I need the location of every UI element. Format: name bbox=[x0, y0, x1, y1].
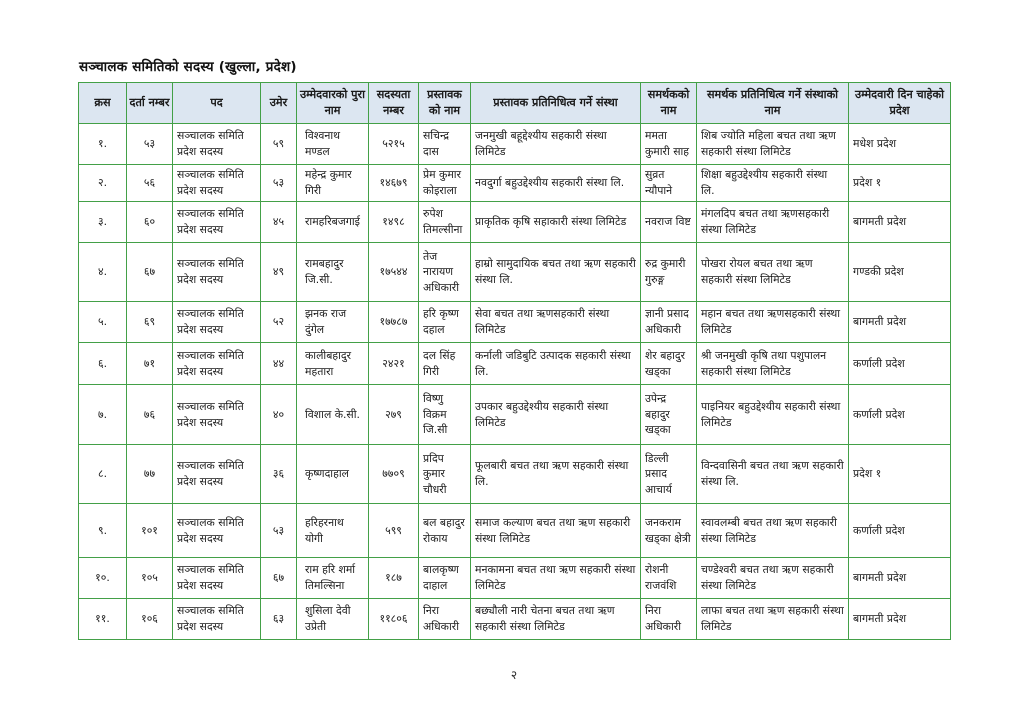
table-cell: बालकृष्ण दाहाल bbox=[419, 558, 471, 599]
table-cell: कर्णाली प्रदेश bbox=[849, 385, 951, 445]
table-cell: ५३ bbox=[261, 165, 297, 202]
table-cell: २७९ bbox=[369, 385, 419, 445]
table-body bbox=[79, 124, 951, 640]
table-cell: ५३ bbox=[127, 124, 173, 165]
table-cell: सञ्चालक समिति प्रदेश सदस्य bbox=[173, 558, 261, 599]
table-cell: सेवा बचत तथा ऋणसहकारी संस्था लिमिटेड bbox=[471, 302, 641, 343]
table-cell: महेन्द्र कुमार गिरी bbox=[297, 165, 369, 202]
table-cell: बछ्यौली नारी चेतना बचत तथा ऋण सहकारी संस्था लिमिटेड bbox=[471, 599, 641, 640]
table-cell: १०६ bbox=[127, 599, 173, 640]
table-cell: ७६ bbox=[127, 385, 173, 445]
table-cell: ६० bbox=[127, 202, 173, 243]
table-cell: मनकामना बचत तथा ऋण सहकारी संस्था लिमिटेड bbox=[471, 558, 641, 599]
table-cell: सचिन्द्र दास bbox=[419, 124, 471, 165]
table-cell: ४४ bbox=[261, 343, 297, 385]
table-cell: ५९ bbox=[261, 124, 297, 165]
table-cell: पोखरा रोयल बचत तथा ऋण सहकारी संस्था लिमिटेड bbox=[697, 243, 849, 302]
table-cell: ४९ bbox=[261, 243, 297, 302]
table-cell: मंगलदिप बचत तथा ऋणसहकारी संस्था लिमिटेड bbox=[697, 202, 849, 243]
table-row bbox=[79, 599, 951, 640]
table-cell: ५३ bbox=[261, 504, 297, 558]
table-cell: कालीबहादुर महतारा bbox=[297, 343, 369, 385]
table-row bbox=[79, 202, 951, 243]
table-cell: ५. bbox=[79, 302, 127, 343]
table-cell: ६३ bbox=[261, 599, 297, 640]
table-cell: ३६ bbox=[261, 445, 297, 504]
table-cell: ९. bbox=[79, 504, 127, 558]
table-cell: ७७ bbox=[127, 445, 173, 504]
table-cell: ५९९ bbox=[369, 504, 419, 558]
table-row bbox=[79, 343, 951, 385]
column-header: दर्ता नम्बर bbox=[127, 83, 173, 124]
document-title: सञ्चालक समितिको सदस्य (खुल्ला, प्रदेश) bbox=[79, 59, 297, 75]
table-cell: १०. bbox=[79, 558, 127, 599]
table-cell: ७७०९ bbox=[369, 445, 419, 504]
column-header: उमेर bbox=[261, 83, 297, 124]
table-cell: बागमती प्रदेश bbox=[849, 202, 951, 243]
table-cell: शिक्षा बहुउद्देश्यीय सहकारी संस्था लि. bbox=[697, 165, 849, 202]
table-cell: समाज कल्याण बचत तथा ऋण सहकारी संस्था लिमिटेड bbox=[471, 504, 641, 558]
table-cell: सञ्चालक समिति प्रदेश सदस्य bbox=[173, 599, 261, 640]
table-cell: प्रेम कुमार कोइराला bbox=[419, 165, 471, 202]
table-cell: ८. bbox=[79, 445, 127, 504]
table-row bbox=[79, 558, 951, 599]
table-cell: जनकराम खड्का क्षेत्री bbox=[641, 504, 697, 558]
table-cell: शुसिला देवी उप्रेती bbox=[297, 599, 369, 640]
table-cell: शिब ज्योति महिला बचत तथा ऋण सहकारी संस्था लिमिटेड bbox=[697, 124, 849, 165]
table-cell: २४२१ bbox=[369, 343, 419, 385]
table-cell: ११. bbox=[79, 599, 127, 640]
table-cell: सञ्चालक समिति प्रदेश सदस्य bbox=[173, 302, 261, 343]
table-cell: विष्णु विक्रम जि.सी bbox=[419, 385, 471, 445]
table-cell: २. bbox=[79, 165, 127, 202]
table-cell: कर्णाली प्रदेश bbox=[849, 343, 951, 385]
table-cell: सञ्चालक समिति प्रदेश सदस्य bbox=[173, 165, 261, 202]
table-cell: ममता कुमारी साह bbox=[641, 124, 697, 165]
table-cell: ३. bbox=[79, 202, 127, 243]
table-cell: झनक राज दुंगेल bbox=[297, 302, 369, 343]
table-cell: हाम्रो सामुदायिक बचत तथा ऋण सहकारी संस्था लि. bbox=[471, 243, 641, 302]
table-cell: १७५४४ bbox=[369, 243, 419, 302]
table-cell: ६९ bbox=[127, 302, 173, 343]
table-cell: सञ्चालक समिति प्रदेश सदस्य bbox=[173, 202, 261, 243]
table-cell: बागमती प्रदेश bbox=[849, 599, 951, 640]
table-cell: रामहरिबजगाई bbox=[297, 202, 369, 243]
table-cell: सञ्चालक समिति प्रदेश सदस्य bbox=[173, 504, 261, 558]
table-cell: सञ्चालक समिति प्रदेश सदस्य bbox=[173, 445, 261, 504]
table-cell: उपकार बहुउद्देश्यीय सहकारी संस्था लिमिटेड bbox=[471, 385, 641, 445]
table-cell: तेज नारायण अधिकारी bbox=[419, 243, 471, 302]
table-row bbox=[79, 165, 951, 202]
table-cell: कृष्णदाहाल bbox=[297, 445, 369, 504]
table-cell: ७१ bbox=[127, 343, 173, 385]
table-cell: विन्दवासिनी बचत तथा ऋण सहकारी संस्था लि. bbox=[697, 445, 849, 504]
column-header: सदस्यता नम्बर bbox=[369, 83, 419, 124]
table-cell: बागमती प्रदेश bbox=[849, 558, 951, 599]
table-cell: रुपेश तिमल्सीना bbox=[419, 202, 471, 243]
table-cell: ४. bbox=[79, 243, 127, 302]
table-cell: प्रदिप कुमार चौधरी bbox=[419, 445, 471, 504]
table-cell: ६. bbox=[79, 343, 127, 385]
table-cell: श्री जनमुखी कृषि तथा पशुपालन सहकारी संस्था लिमिटेड bbox=[697, 343, 849, 385]
table-cell: डिल्ली प्रसाद आचार्य bbox=[641, 445, 697, 504]
table-cell: पाइनियर बहुउद्देश्यीय सहकारी संस्था लिमिटेड bbox=[697, 385, 849, 445]
column-header: उम्मेदवारी दिन चाहेको प्रदेश bbox=[849, 83, 951, 124]
table-cell: सञ्चालक समिति प्रदेश सदस्य bbox=[173, 343, 261, 385]
table-row bbox=[79, 445, 951, 504]
column-header: पद bbox=[173, 83, 261, 124]
table-cell: शेर बहादुर खड्का bbox=[641, 343, 697, 385]
table-row bbox=[79, 243, 951, 302]
members-table bbox=[78, 82, 951, 640]
table-cell: ४० bbox=[261, 385, 297, 445]
table-cell: सञ्चालक समिति प्रदेश सदस्य bbox=[173, 243, 261, 302]
table-row bbox=[79, 385, 951, 445]
column-header: प्रस्तावक को नाम bbox=[419, 83, 471, 124]
column-header: प्रस्तावक प्रतिनिधित्व गर्ने संस्था bbox=[471, 83, 641, 124]
table-cell: प्रदेश १ bbox=[849, 445, 951, 504]
table-row bbox=[79, 302, 951, 343]
table-cell: प्राकृतिक कृषि सहाकारी संस्था लिमिटेड bbox=[471, 202, 641, 243]
table-cell: विश्वनाथ मण्डल bbox=[297, 124, 369, 165]
table-cell: हरि कृष्ण दहाल bbox=[419, 302, 471, 343]
table-cell: सञ्चालक समिति प्रदेश सदस्य bbox=[173, 385, 261, 445]
table-cell: रुद्र कुमारी गुरुङ्ग bbox=[641, 243, 697, 302]
table-cell: १०५ bbox=[127, 558, 173, 599]
table-cell: १४६७९ bbox=[369, 165, 419, 202]
column-header: उम्मेदवारको पुरा नाम bbox=[297, 83, 369, 124]
table-cell: गण्डकी प्रदेश bbox=[849, 243, 951, 302]
table-row bbox=[79, 124, 951, 165]
table-cell: प्रदेश १ bbox=[849, 165, 951, 202]
table-cell: दल सिंह गिरी bbox=[419, 343, 471, 385]
table-cell: ११८०६ bbox=[369, 599, 419, 640]
table-cell: उपेन्द्र बहादुर खड्का bbox=[641, 385, 697, 445]
table-cell: लाफा बचत तथा ऋण सहकारी संस्था लिमिटेड bbox=[697, 599, 849, 640]
table-cell: राम हरि शर्मा तिमल्सिना bbox=[297, 558, 369, 599]
table-cell: बल बहादुर रोकाय bbox=[419, 504, 471, 558]
table-cell: कर्नाली जडिबुटि उत्पादक सहकारी संस्था लि. bbox=[471, 343, 641, 385]
table-cell: नवराज विष्ट bbox=[641, 202, 697, 243]
table-cell: महान बचत तथा ऋणसहकारी संस्था लिमिटेड bbox=[697, 302, 849, 343]
table-cell: ७. bbox=[79, 385, 127, 445]
table-cell: फूलबारी बचत तथा ऋण सहकारी संस्था लि. bbox=[471, 445, 641, 504]
table-cell: सञ्चालक समिति प्रदेश सदस्य bbox=[173, 124, 261, 165]
table-cell: रामबहादुर जि.सी. bbox=[297, 243, 369, 302]
table-cell: जनमुखी बहूद्देश्यीय सहकारी संस्था लिमिटेड bbox=[471, 124, 641, 165]
table-cell: निरा अधिकारी bbox=[641, 599, 697, 640]
table-row bbox=[79, 504, 951, 558]
table-cell: हरिहरनाथ योगी bbox=[297, 504, 369, 558]
table-cell: विशाल के.सी. bbox=[297, 385, 369, 445]
table-cell: १८७ bbox=[369, 558, 419, 599]
table-cell: कर्णाली प्रदेश bbox=[849, 504, 951, 558]
table-cell: १७७८७ bbox=[369, 302, 419, 343]
column-header: क्रस bbox=[79, 83, 127, 124]
table-cell: मधेश प्रदेश bbox=[849, 124, 951, 165]
table-cell: रोशनी राजवंशि bbox=[641, 558, 697, 599]
table-cell: निरा अधिकारी bbox=[419, 599, 471, 640]
table-cell: १. bbox=[79, 124, 127, 165]
table-cell: नवदुर्गा बहुउद्देश्यीय सहकारी संस्था लि. bbox=[471, 165, 641, 202]
table-cell: ६७ bbox=[261, 558, 297, 599]
table-cell: ४५ bbox=[261, 202, 297, 243]
table-cell: ज्ञानी प्रसाद अधिकारी bbox=[641, 302, 697, 343]
table-cell: ६७ bbox=[127, 243, 173, 302]
table-cell: १४९८ bbox=[369, 202, 419, 243]
table-cell: चण्डेश्वरी बचत तथा ऋण सहकारी संस्था लिमिटेड bbox=[697, 558, 849, 599]
column-header: समर्थकको नाम bbox=[641, 83, 697, 124]
table-header-row bbox=[79, 83, 951, 124]
page-number: २ bbox=[510, 668, 518, 682]
table-cell: ५६ bbox=[127, 165, 173, 202]
column-header: समर्थक प्रतिनिधित्व गर्ने संस्थाको नाम bbox=[697, 83, 849, 124]
table-cell: ५२१५ bbox=[369, 124, 419, 165]
table-cell: ५२ bbox=[261, 302, 297, 343]
table-cell: स्वावलम्बी बचत तथा ऋण सहकारी संस्था लिमिटेड bbox=[697, 504, 849, 558]
table-cell: बागमती प्रदेश bbox=[849, 302, 951, 343]
table-cell: सुव्रत न्यौपाने bbox=[641, 165, 697, 202]
table-cell: १०१ bbox=[127, 504, 173, 558]
